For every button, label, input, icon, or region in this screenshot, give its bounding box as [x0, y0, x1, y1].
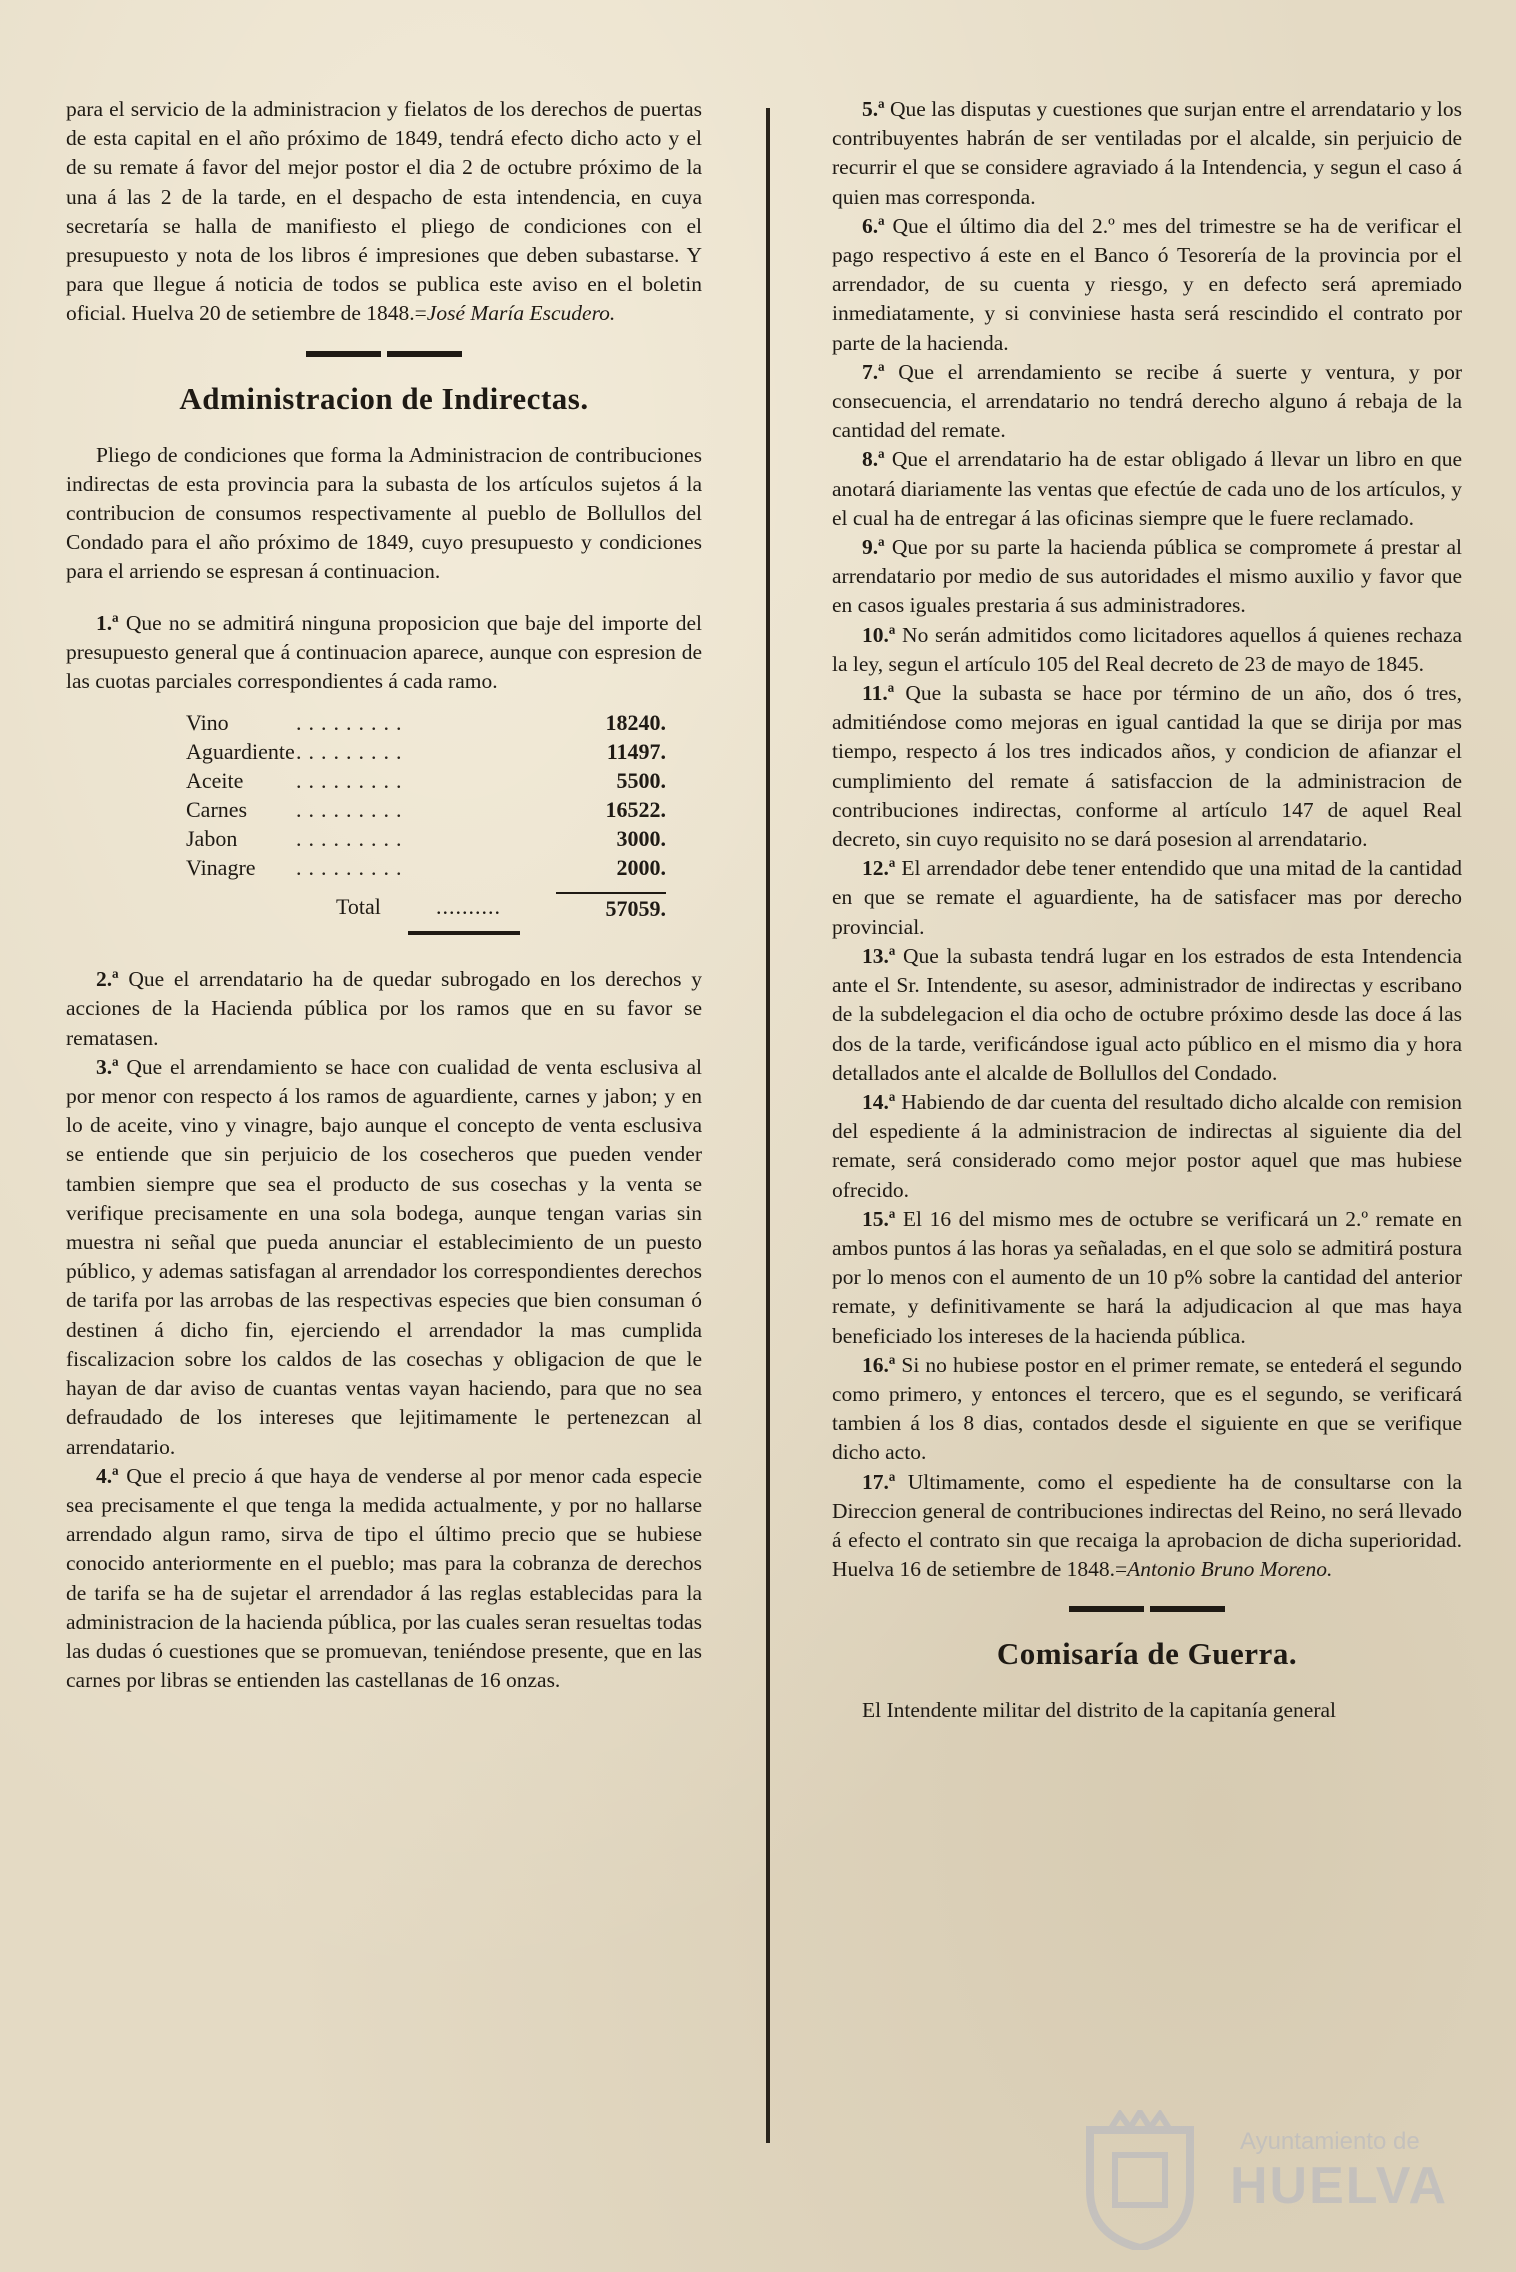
condition-2 — [66, 965, 702, 1053]
leader-dots: .......... — [436, 894, 501, 920]
condition-text: Que el arrendatario ha de quedar subrogado en los derechos y acciones de la Hacienda pública por los ramos que en su favor se rematasen. — [66, 967, 702, 1050]
condition-text: No serán admitidos como licitadores aquellos á quienes rechaza la ley, segun el artículo 105 del Real decreto de 23 de mayo de 1845. — [832, 622, 1463, 676]
condition-text: Que el último dia del 2.º mes del trimestre se ha de verificar el pago respectivo á este en el Banco ó Tesorería de la provincia por el arrendador, de su cuenta y riesgo, y en defecto será apremiado inmediatamente, y si conviniese hasta será rescindido el contrato por parte de la hacienda. — [832, 213, 1463, 355]
condition-text: Que no se admitirá ninguna proposicion que baje del importe del presupuesto general que á continuacion aparece, aunque con espresion de las cuotas parciales correspondientes á cada ramo. — [66, 610, 703, 694]
condition-text: Habiendo de dar cuenta del resultado dicho alcalde con remision del espediente á la administracion de indirectas al siguiente dia del remate, será considerado como mejor postor aquel que mas hubiese ofrecido. — [832, 1089, 1462, 1202]
condition-number: 13.ª — [862, 943, 896, 968]
condition-number: 3.ª — [96, 1054, 119, 1079]
condition-3 — [66, 1053, 702, 1462]
condition-text: Que el arrendamiento se hace con cualidad de venta esclusiva al por menor con respecto á los ramos de aguardiente, carnes y jabon; y en lo de aceite, vino y vinagre, bajo aunque el concepto de venta esclusiva se entiende que sin perjuicio de los cosecheros que pueden vender tambien siempre que sea el producto de sus cosechas y la venta se verifique precisamente en una sola bodega, aunque tengan varias sin muestra ni señal que pueda anunciar el establecimiento de un puesto público, y ademas satisfagan al arrendador los correspondientes derechos de tarifa por las arrobas de las respectivas especies que bien consuman ó destinen á dicho fin, ejerciendo el arrendador la mas cumplida fiscalizacion sobre los caldos de las cosechas y obligacion de que le hayan de dar aviso de cuantas ventas vayan haciendo, para que no sea defraudado de los intereses que lejitimamente le pertenezcan al arrendatario. — [66, 1054, 702, 1459]
intro-signature: José María Escudero. — [426, 301, 616, 326]
leader-dots: ......... — [296, 739, 409, 765]
condition-text: Ultimamente, como el espediente ha de consultarse con la Direccion general de contribuciones indirectas del Reino, no será llevado á efecto el contrato sin que recaiga la aprobacion de dicha superioridad. Huelva 16 de setiembre de 1848.= — [832, 1469, 1463, 1582]
condition-4 — [66, 1462, 702, 1696]
closing-paragraph: El Intendente militar del distrito de la capitanía general — [862, 1698, 1337, 1723]
condition-12 — [832, 854, 1462, 942]
condition-number: 5.ª — [862, 97, 885, 121]
coat-of-arms-icon — [1080, 2110, 1200, 2250]
condition-text: Que la subasta tendrá lugar en los estrados de esta Intendencia ante el Sr. Intendente, su asesor, administrador de indirectas y escribano de la subdelegacion el dia ocho de octubre próximo desde las doce á las dos de la tarde, verificándose igual acto público en el mismo dia y hora detallados ante el alcalde de Bollullos del Condado. — [832, 943, 1463, 1085]
budget-table — [66, 708, 702, 923]
condition-16 — [832, 1351, 1462, 1468]
condition-number: 4.ª — [96, 1463, 119, 1488]
condition-number: 8.ª — [862, 447, 885, 472]
item-value: 5500. — [616, 768, 666, 794]
left-column — [66, 95, 702, 1695]
section-title-indirectas: Administracion de Indirectas. — [179, 380, 589, 416]
condition-6 — [832, 212, 1462, 358]
item-value: 11497. — [606, 739, 666, 765]
right-column — [832, 95, 1462, 1726]
budget-row — [66, 824, 666, 853]
budget-row — [66, 737, 666, 766]
condition-number: 7.ª — [862, 359, 885, 384]
leader-dots: ......... — [296, 826, 409, 852]
condition-14 — [832, 1088, 1462, 1205]
condition-11 — [832, 679, 1462, 854]
condition-number: 2.ª — [96, 967, 119, 992]
condition-text: Que el precio á que haya de venderse al por menor cada especie sea precisamente el que tenga la medida actualmente, y por no hallarse arrendado algun ramo, sirva de tipo el último precio que se hubiese conocido anteriormente en el pueblo; mas para la cobranza de derechos de tarifa se ha de sujetar el arrendador á las reglas establecidas para la administracion de la hacienda pública, por las cuales seran resueltas todas las dudas ó cuestiones que se promuevan, teniéndose presente, que en las carnes por libras se entienden las castellanas de 16 onzas. — [66, 1463, 703, 1693]
leader-dots: ......... — [296, 768, 409, 794]
condition-7 — [832, 358, 1462, 446]
leader-dots: ......... — [296, 710, 409, 736]
table-underline — [408, 931, 520, 935]
budget-row — [66, 766, 666, 795]
condition-text: Que el arrendatario ha de estar obligado á llevar un libro en que anotará diariamente las ventas que efectúe de cada uno de los artículos, y el cual ha de entregar á las oficinas siempre que le fuere reclamado. — [832, 447, 1462, 530]
budget-row — [66, 708, 666, 737]
condition-text: Que por su parte la hacienda pública se compromete á prestar al arrendatario por medio de sus autoridades el mismo auxilio y favor que en casos iguales prestaria á sus administradores. — [832, 535, 1462, 618]
condition-text: Que las disputas y cuestiones que surjan entre el arrendatario y los contribuyentes habrán de ser ventiladas por el alcalde, sin perjuicio de recurrir el que se considere agraviado á la Intendencia, y segun el caso á quien mas corresponda. — [832, 97, 1462, 209]
condition-5 — [832, 95, 1462, 212]
item-name: Aceite — [186, 768, 244, 794]
condition-text: Que la subasta se hace por término de un año, dos ó tres, admitiéndose como mejoras en igual cantidad la que se dirija por mas tiempo, respecto á los tres indicados años, y condicion de afianzar el cumplimiento del remate á satisfaccion de la administracion de contribuciones indirectas, conforme al artículo 147 de aquel Real decreto, sin cuyo requisito no se dará posesion al arrendatario. — [832, 681, 1462, 852]
item-value: 3000. — [616, 826, 666, 852]
leader-dots: ......... — [296, 797, 409, 823]
condition-17-signature: Antonio Bruno Moreno. — [1127, 1557, 1333, 1582]
intro-text: para el servicio de la administracion y fielatos de los derechos de puertas de esta capital en el año próximo de 1849, tendrá efecto dicho acto y el de su remate á favor del mejor postor el dia 2 de octubre próximo de la una á las 2 de la tarde, en el despacho de esta intendencia, en cuya secretaría se halla de manifiesto el pliego de condiciones con el presupuesto y nota de los libros é impresiones que deben subastarse. Y para que llegue á noticia de todos se publica este aviso en el boletin oficial. Huelva 20 de setiembre de 1848.= — [66, 97, 702, 326]
total-label: Total — [336, 894, 381, 920]
condition-number: 17.ª — [862, 1469, 896, 1494]
condition-number: 14.ª — [862, 1089, 896, 1114]
condition-text: Que el arrendamiento se recibe á suerte y ventura, y por consecuencia, el arrendatario no tendrá derecho alguno á rebaja de la cantidad del remate. — [832, 359, 1462, 443]
condition-number: 12.ª — [862, 856, 896, 881]
condition-text: Si no hubiese postor en el primer remate, se entederá el segundo como primero, y entonces el tercero, que es el segundo, se verificará tambien á los 8 dias, contados desde el siguiente en que se verifique dicho acto. — [832, 1352, 1462, 1465]
condition-number: 6.ª — [862, 213, 885, 238]
condition-number: 16.ª — [862, 1352, 896, 1377]
condition-number: 10.ª — [862, 622, 896, 647]
total-value: 57059. — [556, 892, 666, 923]
item-value: 2000. — [616, 855, 666, 881]
section-title-guerra: Comisaría de Guerra. — [996, 1636, 1298, 1672]
condition-13 — [832, 942, 1462, 1088]
budget-row — [66, 853, 666, 882]
watermark-line1: Ayuntamiento de — [1240, 2128, 1420, 2155]
condition-9 — [832, 533, 1462, 621]
item-value: 18240. — [605, 710, 666, 736]
budget-row — [66, 795, 666, 824]
item-name: Aguardiente — [186, 739, 295, 765]
item-name: Carnes — [186, 797, 248, 823]
intro-paragraph — [66, 95, 702, 329]
item-value: 16522. — [605, 797, 666, 823]
condition-number: 9.ª — [862, 535, 885, 560]
huelva-watermark — [1080, 2110, 1500, 2260]
condition-number: 15.ª — [862, 1206, 896, 1231]
condition-number: 1.ª — [96, 610, 119, 635]
condition-17 — [832, 1468, 1462, 1585]
budget-total-row — [66, 892, 666, 923]
condition-10 — [832, 621, 1462, 679]
column-divider — [766, 108, 770, 2143]
leader-dots: ......... — [296, 855, 409, 881]
condition-text: El 16 del mismo mes de octubre se verificará un 2.º remate en ambos puntos á las horas ya señaladas, en el que solo se admitirá postura por lo menos con el aumento de un 10 p% sobre la cantidad del anterior remate, y definitivamente se hará la adjudicacion al que mas haya beneficiado los intereses de la hacienda pública. — [832, 1206, 1463, 1348]
watermark-line2: HUELVA — [1230, 2157, 1449, 2215]
condition-8 — [832, 445, 1462, 533]
section-divider — [306, 351, 462, 357]
condition-number: 11.ª — [862, 681, 895, 706]
condition-text: El arrendador debe tener entendido que una mitad de la cantidad en que se remate el aguardiente, ha de satisfacer mas por derecho provincial. — [832, 856, 1463, 939]
pliego-paragraph: Pliego de condiciones que forma la Administracion de contribuciones indirectas de esta provincia para la subasta de los artículos sujetos á la contribucion de consumos respectivamente al pueblo de Bollullos del Condado para el año próximo de 1849, cuyo presupuesto y condiciones para el arriendo se espresan á continuacion. — [66, 442, 702, 584]
condition-15 — [832, 1205, 1462, 1351]
section-divider — [1069, 1606, 1225, 1612]
item-name: Vino — [186, 710, 229, 736]
condition-1 — [66, 609, 702, 697]
item-name: Jabon — [186, 826, 238, 852]
item-name: Vinagre — [186, 855, 256, 881]
